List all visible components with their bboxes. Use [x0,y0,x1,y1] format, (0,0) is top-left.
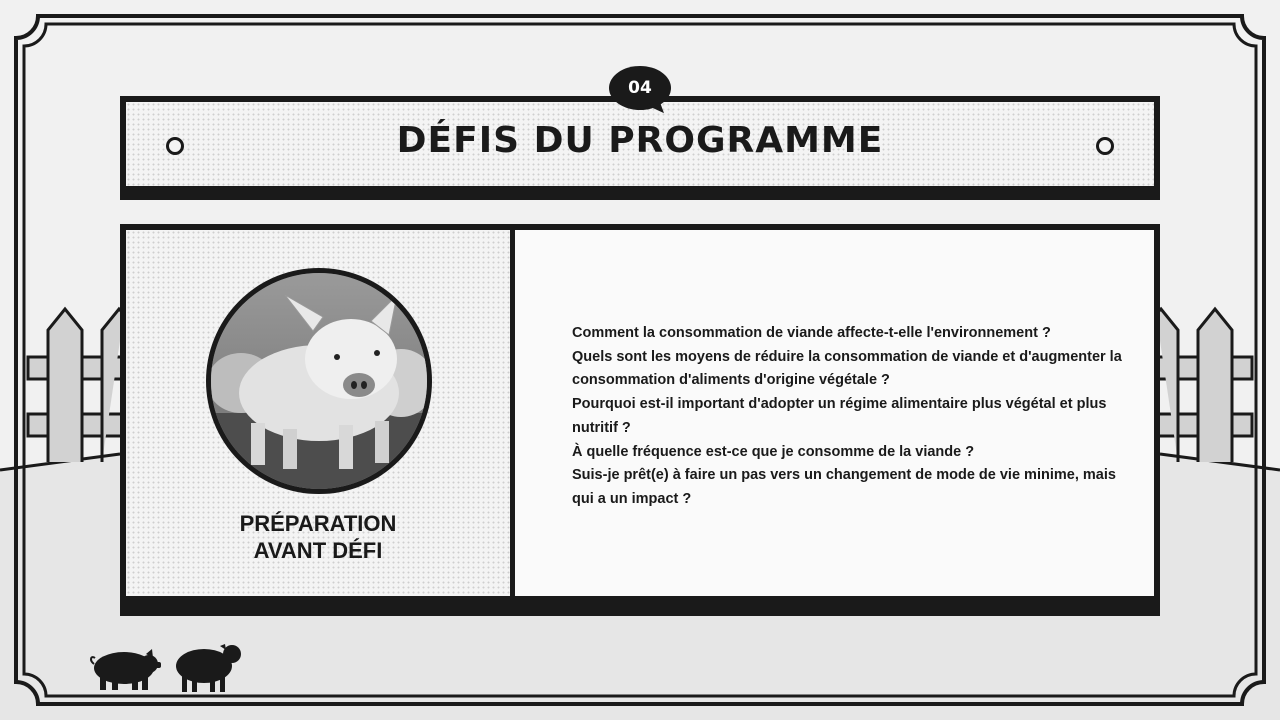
pig-photo [206,268,432,494]
page-title: DÉFIS DU PROGRAMME [396,120,884,161]
preparation-label-line1: PRÉPARATION [239,511,397,536]
content-card [120,224,1160,616]
question-item: Quels sont les moyens de réduire la consommation de viande et d'augmenter la consommation d'aliments d'origine végétale ? [572,348,1122,389]
pig-silhouette-icon [86,640,246,696]
left-fence [28,309,128,462]
question-item: Suis-je prêt(e) à faire un pas vers un changement de mode de vie minime, mais qui a un impact ? [572,467,1116,507]
preparation-label-line2: AVANT DÉFI [253,538,383,563]
question-item: Comment la consommation de viande affecte-t-elle l'environnement ? [572,325,1051,341]
question-item: Pourquoi est-il important d'adopter un régime alimentaire plus végétal et plus nutritif ? [572,396,1107,436]
right-fence [1152,309,1252,462]
card-left-panel [126,230,515,596]
right-ring-ornament [1096,137,1114,155]
section-number-badge: 04 [609,66,671,110]
questions-list [572,322,1132,512]
preparation-label [126,510,510,564]
title-banner [120,96,1160,200]
question-item: À quelle fréquence est-ce que je consomme de la viande ? [572,443,975,460]
pig-photo-illustration [211,273,427,489]
